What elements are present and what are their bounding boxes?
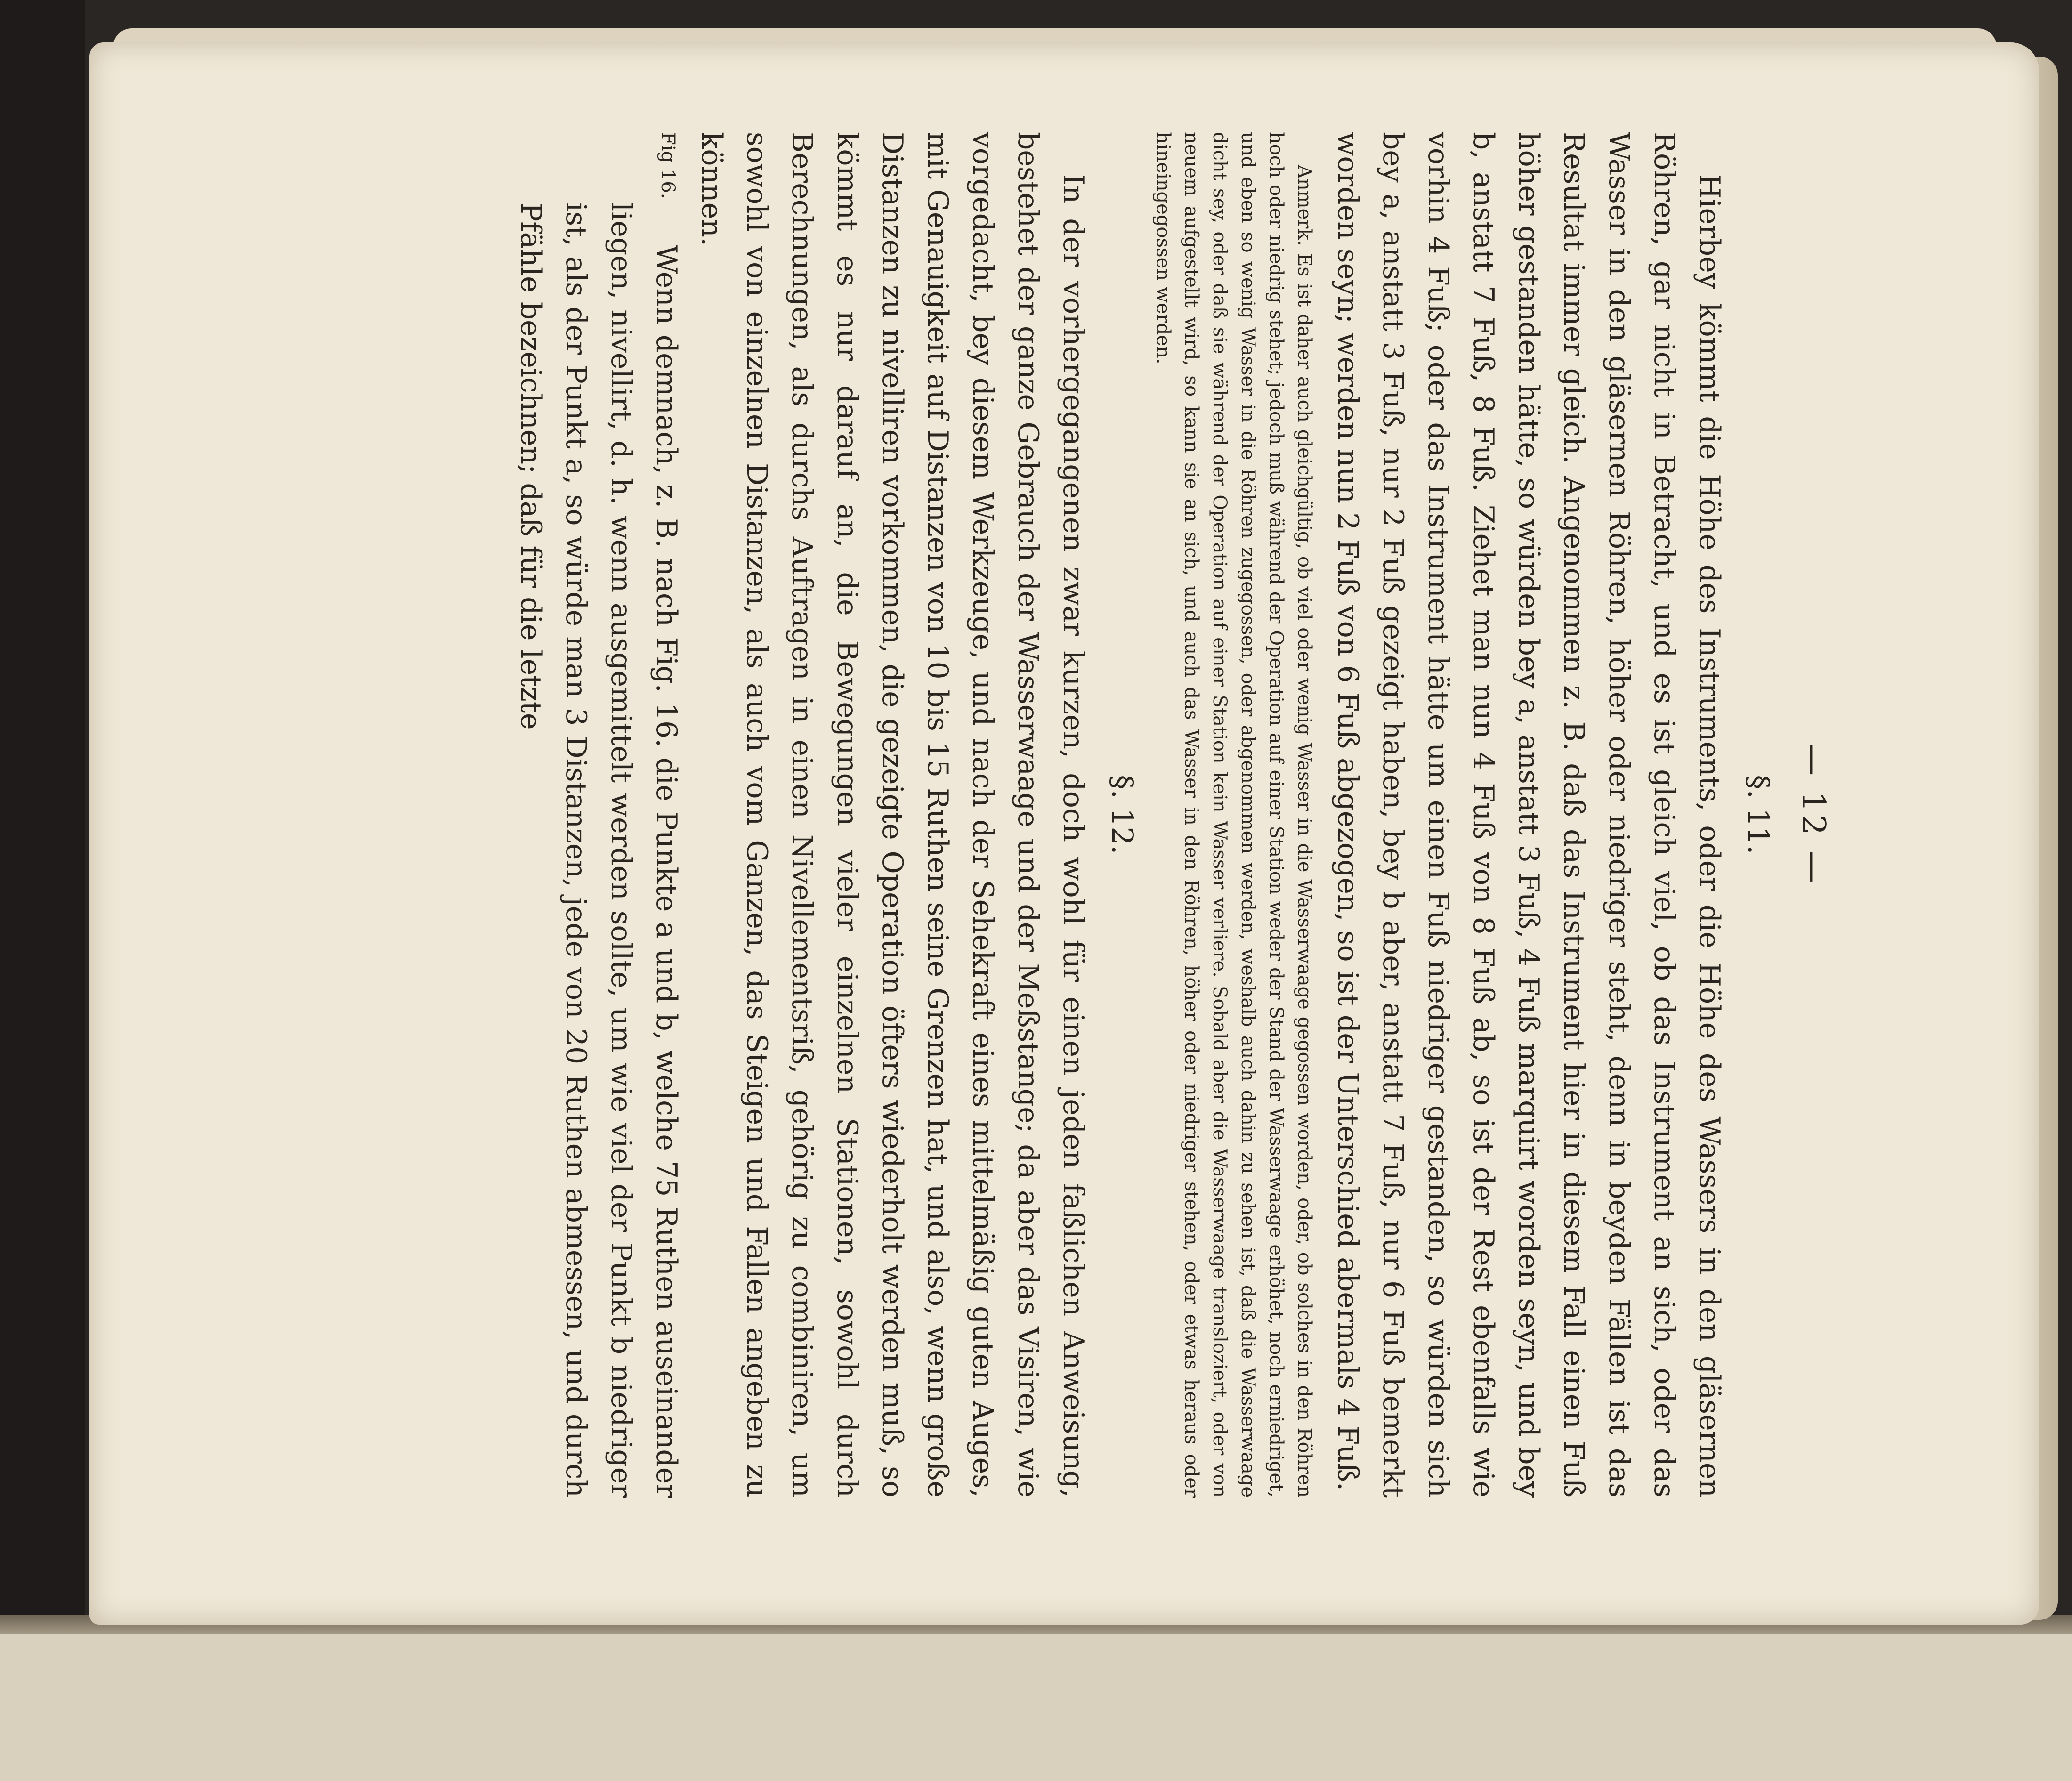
section-11-note: Anmerk. Es ist daher auch gleichgültig, ob viel oder wenig Wasser in die Wasserwaage gegossen worden, oder, ob solches in den Röhren hoch oder niedrig stehet; jedoch muß während der Operation auf einer Station weder der Stand der Wasserwaage erhöhet, noch erniedriget, und eben so wenig Wasser in die Röhren zugegossen, oder abgenommen werden, weshalb auch dahin zu sehen ist, daß die Wasserwaage dicht sey, oder daß sie während der Operation auf einer Station kein Wasser verliere. Sobald aber die Wasserwaage transloziert, oder von neuem aufgestellt wird, so kann sie an sich, und auch das Wasser in den Röhren, höher oder niedriger stehen, oder etwas heraus oder hineingegossen werden. — [1152, 132, 1315, 1498]
section-12-paragraph-1: In der vorhergegangenen zwar kurzen, doch wohl für einen jeden faßlichen Anweisung, bestehet der ganze Gebrauch der Wasserwaage und der Meßstange; da aber das Visiren, wie vorgedacht, bey diesem Werkzeuge, und nach der Sehekraft eines mittelmäßig guten Auges, mit Genauigkeit auf Distanzen von 10 bis 15 Ruthen seine Grenzen hat, und also, wenn große Distanzen zu nivelliren vorkommen, die gezeigte Operation öfters wiederholt werden muß, so kömmt es nur darauf an, die Bewegungen vieler einzelnen Stationen, sowohl durch Berechnungen, als durchs Auftragen in einen Nivellementsriß, gehörig zu combiniren, um sowohl von einzelnen Distanzen, als auch vom Ganzen, das Steigen und Fallen angeben zu können. — [695, 132, 1090, 1498]
figure-label: Fig 16. — [657, 132, 679, 199]
section-12-paragraph-2: Wenn demnach, z. B. nach Fig. 16. die Punkte a und b, welche 75 Ruthen auseinander liegen, nivellirt, d. h. wenn ausgemittelt werden sollte, um wie viel der Punkt b niedriger ist, als der Punkt a, so würde man 3 Distanzen, jede von 20 Ruthen abmessen, und durch Pfähle bezeichnen; daß für die letzte — [514, 202, 683, 1498]
facing-page-edge — [0, 1634, 2072, 1781]
section-11-heading: §. 11. — [1741, 775, 1776, 855]
section-11-paragraph: Hierbey kömmt die Höhe des Instruments, oder die Höhe des Wassers in den gläsernen Röhren, gar nicht in Betracht, und es ist gleich viel, ob das Instrument an sich, oder das Wasser in den gläsernen Röhren, höher oder niedriger steht, denn in beyden Fällen ist das Resultat immer gleich. Angenommen z. B. daß das Instrument hier in diesem Fall einen Fuß höher gestanden hätte, so würden bey a, anstatt 3 Fuß, 4 Fuß marquirt worden seyn, und bey b, anstatt 7 Fuß, 8 Fuß. Ziehet man nun 4 Fuß von 8 Fuß ab, so ist der Rest ebenfalls wie vorhin 4 Fuß; oder das Instrument hätte um einen Fuß niedriger gestanden, so würden sich bey a, anstatt 3 Fuß, nur 2 Fuß gezeigt haben, bey b aber, anstatt 7 Fuß, nur 6 Fuß bemerkt worden seyn; werden nun 2 Fuß von 6 Fuß abgezogen, so ist der Unterschied abermals 4 Fuß. — [1331, 132, 1726, 1498]
figure-reference-row — [508, 132, 689, 1498]
page-number: — 12 — — [1795, 744, 1832, 886]
section-12-heading: §. 12. — [1105, 775, 1140, 855]
rotated-text-block — [513, 132, 1832, 1498]
background-dark — [0, 0, 85, 1781]
